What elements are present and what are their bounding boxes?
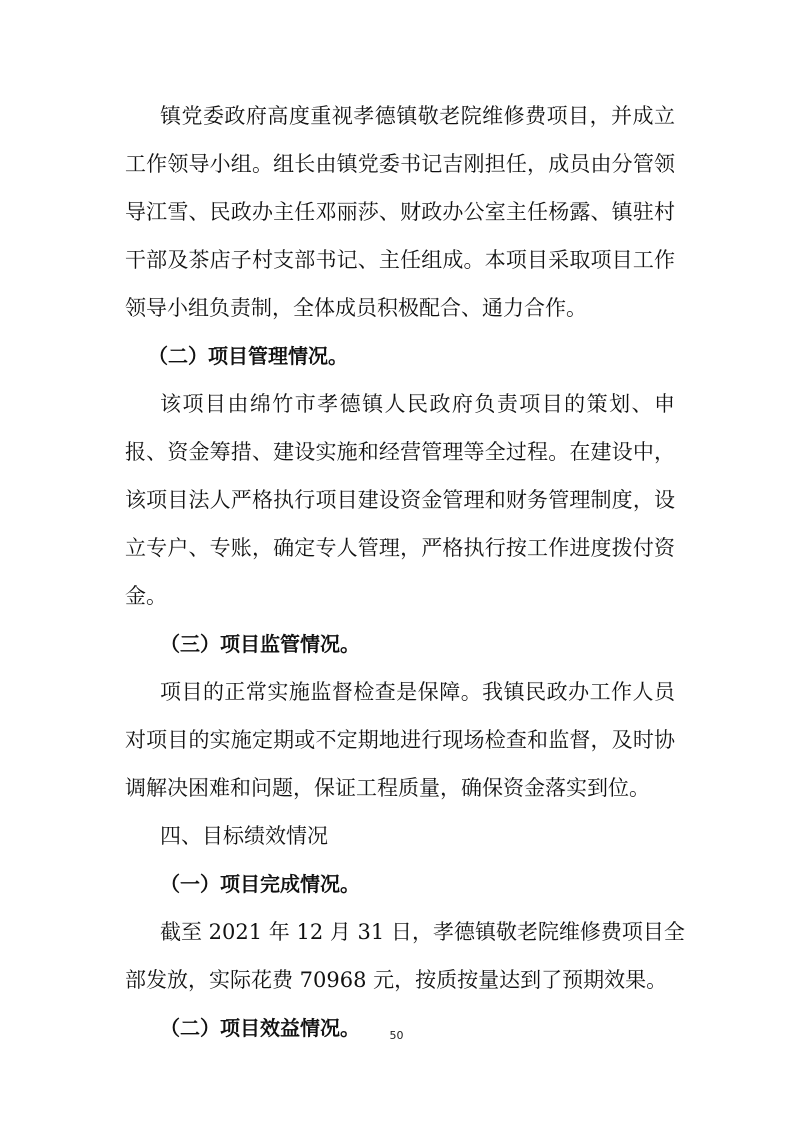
paragraph-line: 对项目的实施定期或不定期地进行现场检查和监督，及时协 (125, 728, 675, 752)
subsection-heading: （二）项目管理情况。 (148, 344, 348, 368)
paragraph-line: 干部及茶店子村支部书记、主任组成。本项目采取项目工作 (125, 248, 675, 272)
page-number: 50 (389, 1029, 404, 1042)
paragraph-line: 工作领导小组。组长由镇党委书记吉刚担任，成员由分管领 (125, 152, 675, 176)
paragraph-line: 镇党委政府高度重视孝德镇敬老院维修费项目，并成立 (160, 104, 675, 128)
paragraph-line: 调解决困难和问题，保证工程质量，确保资金落实到位。 (125, 776, 650, 800)
subsection-heading: （一）项目完成情况。 (160, 872, 360, 896)
paragraph-line: 金。 (125, 584, 167, 608)
paragraph-line: 报、资金筹措、建设实施和经营管理等全过程。在建设中， (125, 440, 675, 464)
paragraph-line: 导江雪、民政办主任邓丽莎、财政办公室主任杨露、镇驻村 (125, 200, 675, 224)
paragraph-line: 领导小组负责制，全体成员积极配合、通力合作。 (125, 296, 587, 320)
paragraph-line: 立专户、专账，确定专人管理，严格执行按工作进度拨付资 (125, 536, 675, 560)
paragraph-line: 项目的正常实施监督检查是保障。我镇民政办工作人员 (160, 680, 675, 704)
paragraph-line: 该项目法人严格执行项目建设资金管理和财务管理制度，设 (125, 488, 675, 512)
paragraph-line: 该项目由绵竹市孝德镇人民政府负责项目的策划、申 (160, 392, 675, 416)
paragraph-line: 部发放，实际花费 70968 元，按质按量达到了预期效果。 (125, 968, 668, 992)
subsection-heading: （二）项目效益情况。 (160, 1016, 360, 1040)
section-heading: 四、目标绩效情况 (160, 824, 328, 848)
paragraph-line: 截至 2021 年 12 月 31 日，孝德镇敬老院维修费项目全 (160, 920, 685, 944)
subsection-heading: （三）项目监管情况。 (160, 632, 360, 656)
